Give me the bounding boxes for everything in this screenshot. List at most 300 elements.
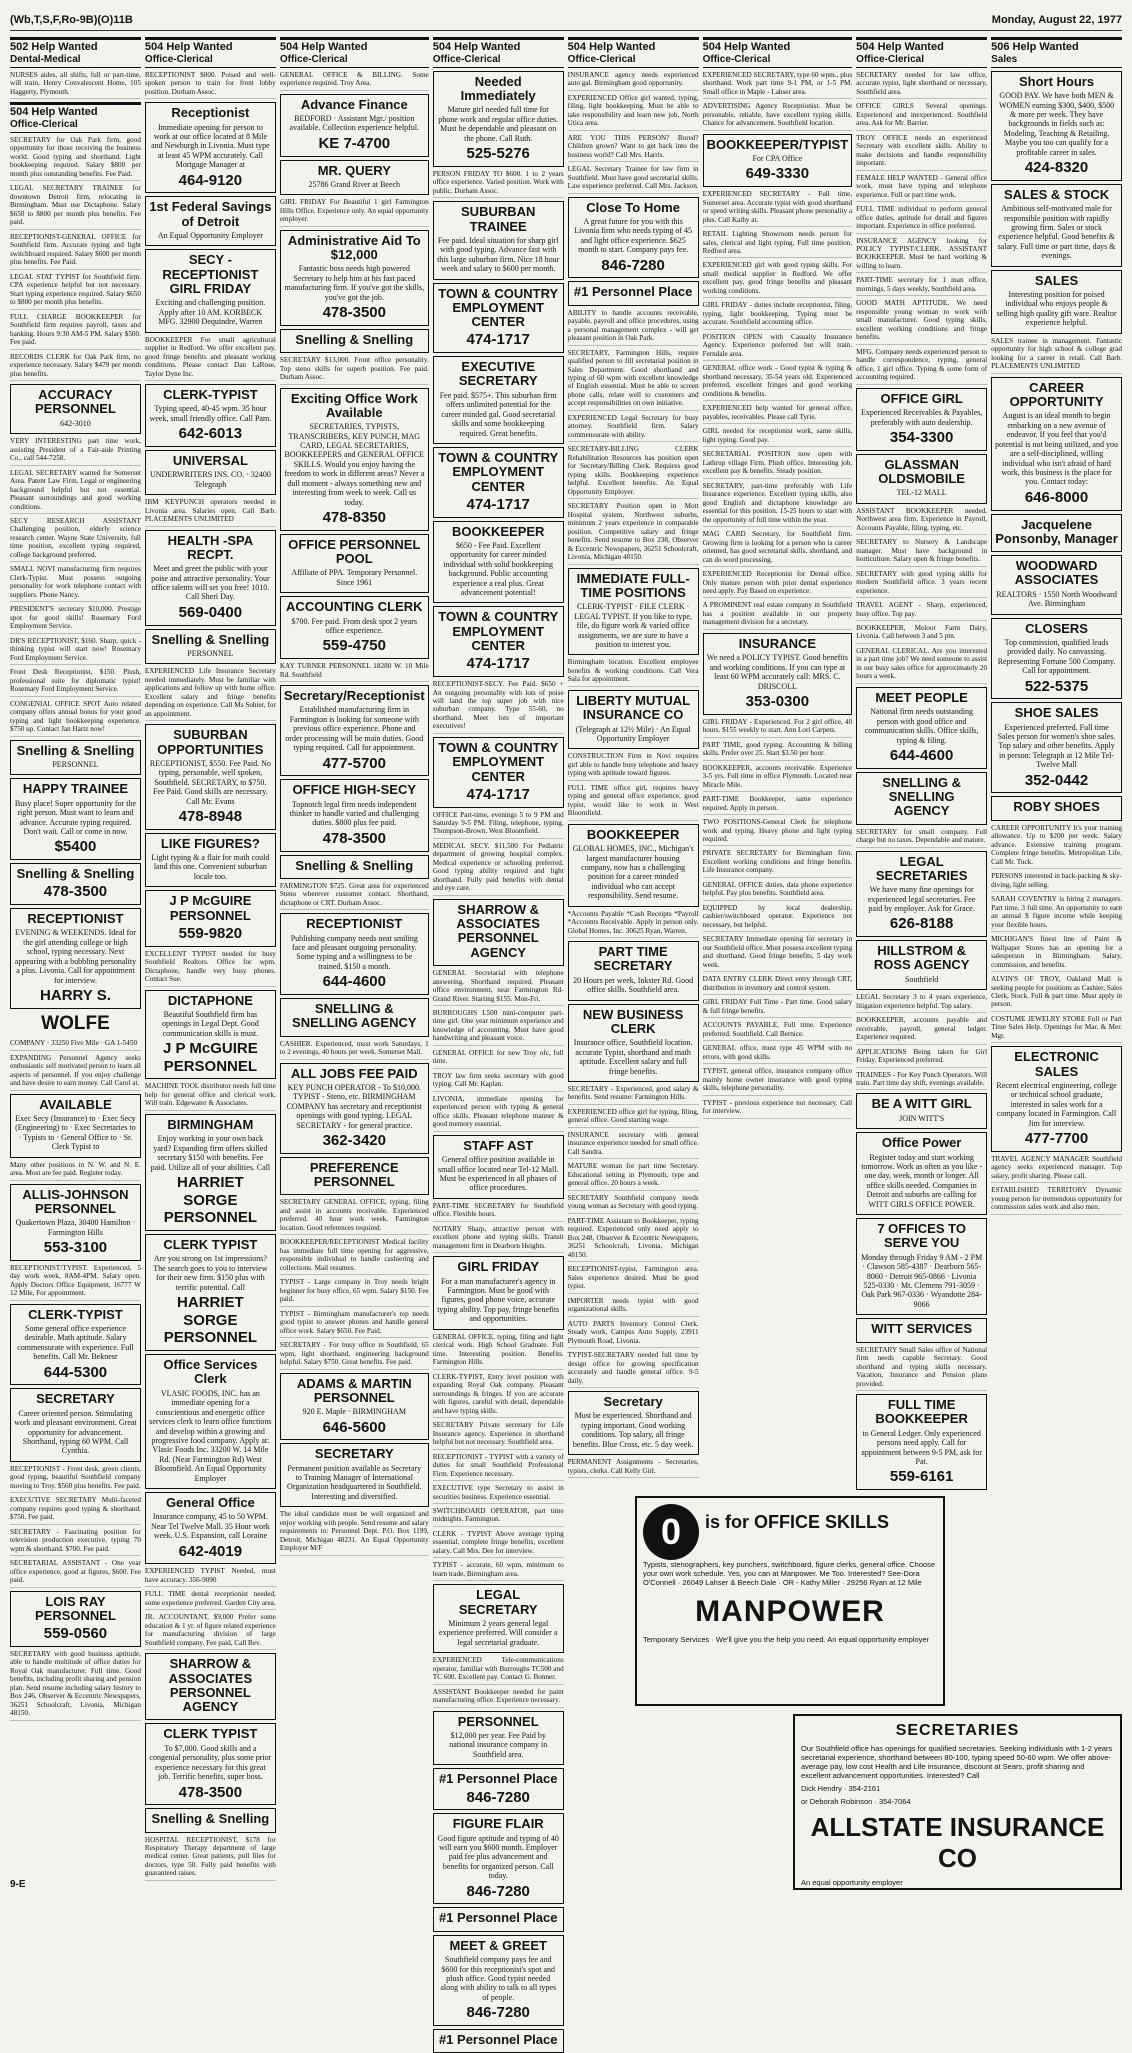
classified-listing: ARE YOU THIS PERSON? Bored? Children grown? Want to get back into the business world? Call Mrs. Harris. <box>568 134 699 162</box>
ad-headline: GLASSMAN OLDSMOBILE <box>878 456 965 486</box>
display-ad <box>433 447 564 518</box>
classified-listing: EXPERIENCED Life Insurance Secretary needed immediately. Must be familiar with applications and follow up with home office. Excellent salary and fringe benefits depending on experience. Call Ms Sohier, for an appointment. <box>145 667 276 721</box>
ad-phone: 644-4600 <box>322 973 386 991</box>
ad-body: Busy place! Super opportunity for the right person. Must want to learn and advance. Accurate typing required. Don't wait. Call or come in now. <box>14 798 136 836</box>
section-header <box>10 37 141 68</box>
ad-body: Minimum 2 years general legal experience preferred. Will consider a legal secretarial graduate. <box>439 1618 558 1647</box>
ad-headline: Advance Finance <box>300 96 408 112</box>
ad-phone: 474-1717 <box>466 495 530 513</box>
classified-listing: ACCOUNTS PAYABLE, Full time. Experience preferred. Southfield. Call Bernice. <box>703 1021 853 1041</box>
ad-phone: 525-5276 <box>466 145 530 163</box>
classified-listing: PART-TIME secretary for 1 man office, mornings, 5 days weekly, Southfield area. <box>856 276 987 296</box>
display-ad <box>568 197 699 279</box>
ad-headline: #1 Personnel Place <box>573 284 693 300</box>
ad-body: Southfield <box>904 974 939 984</box>
classified-listing: Front Desk Receptionist, $150. Plush, professional suite for diplomatic typist! Rosemary Ford Employment Service. <box>10 668 141 696</box>
classified-listing: BOOKKEEPER For small agricultural supplier in Redford. We offer excellent pay, good fringe benefits and pleasant working conditions. Please contact Dan LaRose, Taylor Dyne Inc. <box>145 336 276 381</box>
manpower-logo: MANPOWER <box>695 1595 885 1628</box>
ad-headline: #1 Personnel Place <box>438 1910 558 1926</box>
masthead-date: Monday, August 22, 1977 <box>991 14 1122 26</box>
classified-listing: SECRETARY Position open in Mott Hospital system, Northwest suburbs, minimum 2 years experience in comparable position. Competitive salary and fringe benefits. Send resume to Box 238, Observer & Eccentric Newspapers, 36251 Schoolcraft, Livonia, Michigan 48150. <box>568 502 699 564</box>
classified-listing: GIRL FRIDAY - duties include receptionist, filing, typing, light bookkeeping. Typing must be accurate. Southfield accounting office. <box>703 301 853 329</box>
ad-headline: WITT SERVICES <box>871 1321 973 1337</box>
manpower-circle-letter: 0 <box>643 1504 699 1560</box>
display-ad <box>280 534 429 593</box>
display-ad <box>280 160 429 196</box>
ad-headline: HAPPY TRAINEE <box>22 781 129 797</box>
classified-listing: BURROUGHS L500 mini-computer part-time girl. One year minimum experience and knowledge of accounting. Must have good handwriting and pleasant voice. <box>433 1009 564 1046</box>
allstate-logo: ALLSTATE INSURANCE CO <box>810 1812 1105 1873</box>
display-ad <box>433 1711 564 1766</box>
classified-listing: SECRETARY to Nursery & Landscape manager. Must have background in horticulture. Salary open & fringe benefits. <box>856 538 987 566</box>
classified-listing: CAREER OPPORTUNITY It's your training allowance. Up to $200 per week. Salary advance. Extensive training program. Complete fringe benefits. Metropolitan Life, Call Mr. Tuck. <box>991 824 1122 869</box>
display-ad <box>433 1135 564 1199</box>
display-ad <box>856 940 987 990</box>
classified-listing: GENERAL office work - Good typist & typing & shorthand necessary, 35-54 years old. Experienced preferred, excellent fringes and good working conditions & benefits. <box>703 364 853 401</box>
ad-headline: SHOE SALES <box>1014 705 1099 721</box>
display-ad <box>10 384 141 434</box>
ad-headline: UNIVERSAL <box>172 452 248 468</box>
ad-headline: PART TIME SECRETARY <box>593 944 673 974</box>
ad-body: to General Ledger. Only experienced persons need apply. Call for appointment between 9-5 PM, ask for Pat. <box>861 1428 983 1466</box>
ad-headline: STAFF AST <box>463 1137 534 1153</box>
display-ad <box>145 530 276 626</box>
classified-listing: SECRETARY Small Sales office of National firm needs capable Secretary. Good shorthand and typing skills necessary. Vacation, Insurance and Pension plans provided. <box>856 1346 987 1391</box>
ad-headline: Exciting Office Work Available <box>290 390 418 420</box>
ad-phone: 477-5700 <box>322 754 386 772</box>
display-ad <box>568 1391 699 1455</box>
classified-listing: RECEPTIONIST/TYPIST. Experienced, 5 day work week, 8AM-4PM. Salary open. Apply Doctors Office Equipment, 16777 W 12 Mile, For appointment. <box>10 1264 141 1301</box>
manpower-text: Typists, stenographers, key punchers, switchboard, figure clerks, general office. Choose your own work schedule. Yes, you can at Manpower. Me Too. Interested? See-Dora O'Connell · 26049 Lahser & Beech Dale · OR - Kathy Miller · 29256 Ryan at 12 Mile <box>643 1560 936 1587</box>
section-number: 504 Help Wanted <box>567 41 656 53</box>
display-ad <box>433 1907 564 1931</box>
display-ad <box>145 833 276 888</box>
ad-body: CLERK-TYPIST · FILE CLERK · LEGAL TYPIST. If you like to type, file, do figure work & varied office assignments, we are sure to have a position to interest you. <box>574 602 692 650</box>
classified-listing: TWO POSITIONS-General Clerk for telephone work and typing. Heavy phone and light typing required. <box>703 818 853 846</box>
classified-listing: ASSISTANT Bookkeeper needed for paint manufacturing office. Experience necessary. <box>433 1688 564 1708</box>
ad-phone: 646-5600 <box>322 1418 386 1436</box>
ad-phone: 644-4600 <box>889 746 954 764</box>
ad-body: Monday through Friday 9 AM - 2 PM · Clawson 585-4387 · Dearborn 565-8060 · Detroit 965-0866 · Livonia 525-0330 · Mt. Clemens 791-3059 · Oak Park 967-0336 · Wyandotte 284-9066 <box>861 1252 983 1309</box>
classified-listing: TROY law firm seeks secretary with good typing. Call Mr. Kaplan. <box>433 1072 564 1092</box>
ad-headline: Jacquelene Ponsonby, Manager <box>995 516 1118 546</box>
classified-listing: SECRETARY for Oak Park firm, good opportunity for those receiving the business world. Good typing and shorthand. Light bookkeeping required. Salary $800 per month plus outstanding benefits. Fee Paid. <box>10 136 141 181</box>
section-title: Office-Clerical <box>856 53 924 65</box>
classified-listing: CONGENIAL OFFICE SPOT Auto related company offers annual bonus for your good typing and light bookkeeping experience. $750 up. Contact Jan Hartz now! <box>10 700 141 737</box>
ad-body: August is an ideal month to begin embarking on a new avenue of endeavor. If you feel that you'd potential is not being utilized, and you are a self-disciplined, willing individual who isn't afraid of hard work, this business is the place for you. Contact today: <box>995 411 1118 487</box>
display-ad <box>433 899 564 966</box>
ad-body: 920 E. Maple · BIRMINGHAM <box>302 1407 406 1417</box>
display-ad <box>280 94 429 157</box>
ad-body: Beautiful Southfield firm has openings in Legal Dept. Good communication skills is must. <box>162 1009 259 1038</box>
classified-listing: FULL TIME dental receptionist needed, some experience preferred. Garden City area. <box>145 1590 276 1610</box>
classified-listing: SECRETARY, Farmington Hills, require qualified person to fill secretarial position in Sales Department. Good shorthand and typing of 60 wpm with excellent knowledge of English essential. Must be able to screen phone calls, relate well to customers and accept responsibilities on own initiative. <box>568 349 699 411</box>
display-ad <box>280 913 429 995</box>
ad-headline: EXECUTIVE SECRETARY <box>458 359 538 389</box>
ad-phone: KE 7-4700 <box>318 134 391 152</box>
classified-listing: CASHIER. Experienced, must work Saturdays, 1 to 2 evenings, 40 hours per week. Somerset Mall. <box>280 1040 429 1060</box>
classified-listing: EXPERIENCED office girl for typing, filing, general office. Good starting wage. <box>568 1108 699 1128</box>
ad-headline: TOWN & COUNTRY EMPLOYMENT CENTER <box>438 739 559 784</box>
ad-phone: 846-7280 <box>601 256 665 274</box>
ad-phone: 464-9120 <box>178 171 243 189</box>
classified-listing: IMPORTER needs typist with good organizational skills. <box>568 1297 699 1317</box>
ad-headline: Office Power <box>881 1135 962 1151</box>
ad-headline: 7 OFFICES TO SERVE YOU <box>877 1221 966 1251</box>
ad-headline: MR. QUERY <box>317 162 391 178</box>
ad-phone: 478-8350 <box>322 509 386 527</box>
display-ad <box>991 71 1122 181</box>
masthead <box>10 10 1122 31</box>
ad-headline: Snelling & Snelling <box>295 857 414 873</box>
column <box>280 35 429 1861</box>
ad-headline: LIBERTY MUTUAL INSURANCE CO <box>576 692 691 723</box>
classified-listing: GOOD MATH APTITUDE, We need responsible young woman to work with small manufacturer. Good typing skills, excellent working conditions and fringe benefits. <box>856 299 987 344</box>
ad-phone: 846-7280 <box>466 1788 530 1806</box>
ad-body: National firm needs outstanding person with good office and communication skills. Office skills, typing & filing. <box>864 707 979 745</box>
classified-listing: TRAVEL AGENT - Sharp, experienced, busy office. Top pay. <box>856 601 987 621</box>
ad-headline: LEGAL SECRETARY <box>458 1587 538 1617</box>
ad-body: Exciting and challenging position. Apply after 10 AM. KORBECK MFG. 32900 Dequindre, Warren <box>155 298 266 327</box>
section-title: Office-Clerical <box>279 53 348 65</box>
display-ad <box>280 779 429 851</box>
ad-headline: NEW BUSINESS CLERK <box>582 1006 684 1036</box>
classified-listing: DATA ENTRY CLERK Direct entry through CRT, distribution in inventory and control system. <box>703 975 853 995</box>
ad-headline: BOOKKEEPER/TYPIST <box>706 136 849 152</box>
display-ad <box>10 908 141 1009</box>
allstate-contact-1: Dick Hendry · 354-2161 <box>801 1784 881 1793</box>
classified-listing: IBM KEYPUNCH operators needed in Livonia area. Salaries open. Call Barb. PLACEMENTS UNLIMITED <box>145 498 276 526</box>
ad-phone: 362-3420 <box>322 1132 386 1150</box>
classified-listing: SECRETARY Immediate opening for secretary in our Southfield office. Must possess excellent typing and shorthand. Good fringe benefits, 5 day work week. <box>703 935 853 972</box>
classified-listing: INSURANCE secretary with general insurance experience needed for small office. Call Sandra. <box>568 1131 699 1159</box>
classified-listing: SECRETARY - For busy office in Southfield, 65 wpm, light shorthand, engineering background helpful. Salary $750. Great benefits. Fee paid. <box>280 1341 429 1369</box>
classified-listing: SECY RESEARCH ASSISTANT Challenging position, elderly science research center. Wayne State University, full time position, excellent typing required, college background preferred. <box>10 517 141 562</box>
display-ad <box>10 1388 141 1461</box>
classified-listing: SECRETARY Southfield company needs young woman as Secretary with good typing. <box>568 1194 699 1214</box>
ad-phone: 522-5375 <box>1024 677 1089 695</box>
classified-listing: EXCELLENT TYPIST needed for busy Southfield Realtors. Office for wpm. Dictaphone, handle very busy phones. Contact Sue. <box>145 950 276 987</box>
display-ad <box>856 1218 987 1315</box>
classified-listing: EXECUTIVE type Secretary to assist in securities business. Experience essential. <box>433 1484 564 1504</box>
classified-listing: EXECUTIVE SECRETARY Multi-faceted company requires good typing & shorthand. $750. Fee paid. <box>10 1496 141 1524</box>
display-ad <box>280 388 429 531</box>
ad-headline: Snelling & Snelling <box>151 631 270 647</box>
classified-listing: The ideal candidate must be well organized and enjoy working with people. Send resume and salary requirements to: Personnel Dept. P.O. Box 1199, Detroit, Michigan 48231. An Equal Opportunity Employer M/F <box>280 1510 429 1555</box>
classified-listing: SMALL NOVI manufacturing firm requires Clerk-Typist. Must possess outgoing personality for work telephone contact with suppliers. Phone Nancy. <box>10 565 141 602</box>
ad-headline: SNELLING & SNELLING AGENCY <box>882 774 961 819</box>
ad-body: UNDERWRITERS INS. CO. · 32400 Telegraph <box>149 470 271 489</box>
ad-body: VLASIC FOODS, INC. has an immediate opening for a conscientious and energetic office services clerk to learn office functions and develop within a growing and progressive food company. Apply at: Vlasic Foods Inc. 33200 W. 14 Mile Rd. (Near Farmington Rd) West Bloomfield. An Equal Opportunity Employer <box>149 1388 272 1483</box>
ad-phone: 352-0442 <box>1024 771 1089 789</box>
ad-headline: BIRMINGHAM <box>167 1116 254 1132</box>
classified-listing: AUTO PARTS Inventory Control Clerk. Steady work, Campus Auto Supply, 23911 Plymouth Road, Livonia. <box>568 1320 699 1348</box>
ad-phone: 474-1717 <box>466 785 530 803</box>
classified-listing: EXPERIENCED help wanted for general office, payables, receivables. Please call Tyrie. <box>703 404 853 424</box>
ad-headline: LIKE FIGURES? <box>160 835 260 851</box>
section-number: 504 Help Wanted <box>702 41 791 53</box>
classified-listing: NURSES aides, all shifts, full or part-time, will train, Henry Convalescent Home, 105 Haggerty, Plymouth. <box>10 71 141 99</box>
section-title: Dental-Medical <box>10 53 81 65</box>
display-ad <box>433 71 564 167</box>
section-header <box>568 37 699 68</box>
ad-body: JOIN WITT'S <box>899 1113 945 1123</box>
ad-headline: CLERK-TYPIST <box>28 1306 123 1322</box>
ad-headline: ACCURACY PERSONNEL <box>35 387 116 417</box>
display-ad <box>145 890 276 946</box>
display-ad <box>280 685 429 776</box>
classified-listing: PART-TIME SECRETARY for Southfield office. Flexible hours. <box>433 1202 564 1222</box>
display-ad <box>10 1184 141 1261</box>
display-ad <box>433 1768 564 1810</box>
ad-body: BEDFORD · Assistant Mgr./ position available. Collection experience helpful. <box>289 114 420 133</box>
classified-listing: RECEPTIONIST-SECY. Fee Paid. $650 + An outgoing personality with lots of poise will land the top super job with nice suburban company. Type 55-60, no shorthand. Meet lots of important executives! <box>433 680 564 734</box>
ad-body: PERSONNEL <box>52 759 99 769</box>
classified-listing: PRIVATE SECRETARY for Birmingham firm. Excellent working conditions and fringe benefits. Life Insurance company. <box>703 849 853 877</box>
ad-headline: Secretary/Receptionist <box>283 688 425 704</box>
classified-listing: LEGAL SECRETARY wanted for Somerset Area. Patent Law Firm. Legal or engineering background helpful but not essential. Pleasant surroundings and good working conditions. <box>10 469 141 514</box>
classified-listing: EXPERIENCED girl with good typing skills. For small medical supplier in Redford. We offer excellent pay, good fringe benefits and pleasant working conditions. <box>703 261 853 298</box>
classified-listing: SALES trainee in management. Fantastic opportunity for high school & college grad looking for a career in retail. Call Barb. PLACEMENTS UNLIMITED <box>991 337 1122 374</box>
display-ad <box>433 1935 564 2026</box>
classified-listing: APPLICATIONS Being taken for Girl Friday. Experienced preferred. <box>856 1048 987 1068</box>
display-ad <box>991 1046 1122 1151</box>
display-ad <box>145 1492 276 1564</box>
classified-listing: KAY TURNER PERSONNEL 18280 W. 10 Mile Rd. Southfield <box>280 662 429 682</box>
page-footer-number: 9-E <box>10 1879 26 1890</box>
classified-listing: SECRETARY $13,000. Front office personality. Top steno skills for superb position. Fee paid. Durham Assoc. <box>280 356 429 384</box>
classified-listing: TYPIST - Birmingham manufacturer's rep needs good typist to answer phones and handle general office work. Salary $650. Fee Paid. <box>280 1310 429 1338</box>
section-header <box>145 37 276 68</box>
ad-body: Good figure aptitude and typing of 40 will earn you $600 month. Employer paid fee plus advancement and benefits for organized person. Call today. <box>437 1833 559 1881</box>
classified-listing: MFG. Company needs experienced person to handle correspondence, typing, general office, 1 girl office. Typing & some form of accounting required. <box>856 348 987 385</box>
display-ad <box>280 1063 429 1154</box>
display-ad <box>145 629 276 665</box>
section-number: 504 Help Wanted <box>432 41 521 53</box>
ad-headline: SHARROW & ASSOCIATES PERSONNEL AGENCY <box>168 1656 253 1715</box>
ad-headline: GIRL FRIDAY <box>457 1259 540 1275</box>
ad-body: Quakertown Plaza, 30400 Hamilton · Farmington Hills <box>15 1218 136 1237</box>
display-ad <box>10 863 141 905</box>
classified-page <box>10 10 1123 2047</box>
allstate-contact-2: or Deborah Robinson · 354-7064 <box>801 1797 911 1806</box>
classified-listing: ASSISTANT BOOKKEEPER needed. Northwest area firm. Experience in Payroll, Accounts Payable, filing, typing, etc. <box>856 507 987 535</box>
ad-phone: 478-3500 <box>178 1783 243 1801</box>
ad-phone: HARRIET SORGE PERSONNEL <box>163 1294 258 1347</box>
classified-listing: SECRETARIAL POSITION now open with Lathrup village Firm. Plush office. Interesting job, excellent pay & benefits. Steady position. <box>703 450 853 478</box>
display-ad <box>856 772 987 825</box>
classified-listing: BOOKKEEPER/RECEPTIONIST Medical facility has immediate full time opening for aggressive, responsible individual to handle cashiering and collections. Mail resumes. <box>280 1238 429 1275</box>
classified-listing: TYPIST - Large company in Troy needs bright beginner for busy office, 65 wpm. Salary $150. Fee paid. <box>280 1278 429 1306</box>
classified-listing: GENERAL office, must type 45 WPM with no errors, with good skills. <box>703 1044 853 1064</box>
classified-listing: MICHIGAN'S finest line of Paint & Wallpaper Stores has an opening for a salesperson in Birmingham. Salary, commission, and benefits. <box>991 935 1122 972</box>
display-ad <box>856 1132 987 1215</box>
ad-body: Interesting position for poised individual who enjoys people & selling high quality gift ware. Realtor experience helpful. <box>996 290 1117 328</box>
classified-listing: EXPERIENCED SECRETARY, type 60 wpm., plus shorthand. Work part time 9-1 PM, or 1-5 PM. Small office in Maple - Lahser area. <box>703 71 853 99</box>
classified-listing: FARMINGTON $725. Great area for experienced Steno wherever customer contact. Shorthand, dictaphone or CRT. Durham Assoc. <box>280 882 429 910</box>
display-ad <box>433 606 564 677</box>
ad-body: $700. Fee paid. From desk spot 2 years office experience. <box>291 616 418 635</box>
classified-listing: SWITCHBOARD OPERATOR, part time midnights. Farmington. <box>433 1507 564 1527</box>
ad-body: To $7,000. Good skills and a congenial personality, plus some prior experience necessary for this great job. Terrific benefits, super boss. <box>149 1743 272 1782</box>
classified-listing: COSTUME JEWELRY STORE Full or Part Time Sales Help. Openings for Mar. & Mer. Mgr. <box>991 1015 1122 1043</box>
ad-body: We have many fine openings for experienced legal secretaries. Fee paid by employer. Ask for Grace. <box>867 885 976 913</box>
ad-headline: OFFICE GIRL <box>880 390 963 406</box>
classified-listing: GENERAL OFFICE for new Troy ofc, full time. <box>433 1049 564 1069</box>
classified-listing: HOSPITAL RECEPTIONIST, $178 for Respiratory Therapy department of large medical center. Great patients, pull files for doctors, type 50. Fully paid benefits with guaranteed raises. <box>145 1836 276 1881</box>
display-ad <box>856 1093 987 1129</box>
classified-listing: MATURE woman for part time Secretary. Educational setting in Plymouth, type and general office. 20 hours a week. <box>568 1162 699 1190</box>
ad-phone: 353-0300 <box>745 692 810 710</box>
ad-body: REALTORS · 1550 North Woodward Ave. Birmingham <box>996 589 1117 609</box>
ad-headline: Needed Immediately <box>460 73 536 104</box>
section-title: Office-Clerical <box>567 53 636 65</box>
classified-listing: INSURANCE AGENCY looking for POLICY TYPIST/CLERK. ASSISTANT BOOKKEEPER. Must be hard working & willing to learn. <box>856 237 987 274</box>
display-ad <box>991 514 1122 553</box>
ad-body: $650 - Fee Paid. Excellent opportunity for career minded individual with solid bookkeeping background. Public accounting experience a real plus. Great advancement potential! <box>443 540 553 598</box>
classified-listing: SECRETARY - Fascinating position for television production executive, typing 70 wpm & shorthand. $700. Fee paid. <box>10 1528 141 1556</box>
section-header <box>280 37 429 68</box>
display-ad <box>145 1723 276 1805</box>
ad-headline: #1 Personnel Place <box>438 2031 558 2047</box>
ad-phone: 649-3330 <box>745 165 810 183</box>
ad-headline: RECEPTIONIST <box>306 916 403 932</box>
display-ad <box>145 102 276 193</box>
ad-phone: 559-9820 <box>178 924 243 942</box>
ad-headline: General Office <box>165 1495 255 1511</box>
column <box>991 35 1122 1861</box>
classified-listing: SECRETARY GENERAL OFFICE, typing, filing and assist in accounts receivable. Experienced preferred. 40 hour work week. Farmington location. Good references required. <box>280 1198 429 1235</box>
display-ad <box>280 329 429 353</box>
display-ad <box>145 1653 276 1720</box>
ad-headline: MEET PEOPLE <box>875 689 968 705</box>
ad-body: (Telegraph at 12½ Mile) · An Equal Opportunity Employer <box>575 724 691 743</box>
ad-body: Mature girl needed full time for phone work and regular office duties. Must be dependable and pleasant on the phone. Call Ruth. <box>438 105 559 143</box>
display-ad <box>145 990 276 1080</box>
classified-listing: INSURANCE agency needs experienced auto gal. Birmingham good opportunity. <box>568 71 699 91</box>
ad-body: Career oriented person. Stimulating work and pleasant environment. Great opportunity for advancement. Shorthand, typing 60 WPM. Call Cynthia. <box>14 1408 137 1456</box>
column <box>432 35 564 2047</box>
section-header <box>703 37 853 68</box>
ad-body: 642-3010 <box>60 418 91 428</box>
classified-listing: SECRETARY Private secretary for Life Insurance agency. Experience in shorthand helpful but not necessary. Southfield area. <box>433 1421 564 1449</box>
display-ad <box>145 384 276 447</box>
ad-body: An Equal Opportunity Employer <box>157 230 263 240</box>
ad-body: Publishing company needs neat smiling face and pleasant outgoing personality. Some typing and a willingness to be trained. $150 a month. <box>290 933 418 971</box>
ad-body: A great future for you with this Livonia firm who needs typing of 45 and light office experience. $625 month to start. Company pays fee. <box>574 216 693 255</box>
ad-phone: HARRIET SORGE PERSONNEL <box>163 1173 258 1227</box>
display-ad <box>145 1354 276 1489</box>
classified-listing: SECRETARIAL ASSISTANT - One year office experience, good at figures, $600. Fee paid. <box>10 1559 141 1587</box>
ad-body: 20 Hours per week, Inkster Rd. Good office skills. Southfield area. <box>573 975 694 995</box>
ad-phone: 559-4750 <box>322 637 386 655</box>
ad-headline: SUBURBAN OPPORTUNITIES <box>157 727 264 757</box>
ad-headline: SECRETARY <box>36 1391 115 1407</box>
display-ad <box>991 796 1122 820</box>
display-ad <box>280 998 429 1037</box>
display-ad <box>433 1584 564 1653</box>
display-ad <box>856 1394 987 1490</box>
ad-headline: OFFICE PERSONNEL POOL <box>288 536 421 567</box>
ad-body: Affiliate of PPA. Temporary Personnel. Since 1961 <box>291 568 418 587</box>
ad-phone: 642-4019 <box>178 1542 243 1560</box>
classified-listing: POSITION OPEN with Casualty Insurance Agency. Experience preferred but will train. Ferndale area. <box>703 333 853 361</box>
manpower-sub: Temporary Services · We'll give you the help you need. An equal opportunity employer <box>643 1635 930 1644</box>
ad-headline: Close To Home <box>586 199 680 215</box>
ad-phone: 478-3500 <box>322 304 386 322</box>
classified-listing: ABILITY to handle accounts receivable, payable, payroll and office procedures, using a personal management complex - will get pleasant position in Oak Park. <box>568 309 699 346</box>
display-ad <box>145 1114 276 1231</box>
classified-listing: DR'S RECEPTIONIST, $160. Sharp, quick - thinking typist will start now! Rosemary Ford Employment Service. <box>10 637 141 665</box>
ad-body: Some general office experience desirable. Math aptitude. Salary commensurate with experience. Full benefits. Call Mr. Beknesr <box>17 1323 134 1362</box>
classified-listing: LEGAL STAT TYPIST for Southfield firm. CPA experience helpful but not necessary. Start typing experience required. Salary $650 to $800 per month plus benefits. <box>10 273 141 310</box>
display-ad <box>991 702 1122 793</box>
section-title: Office-Clerical <box>432 53 501 65</box>
ad-phone: 478-3500 <box>43 883 108 901</box>
classified-listing: PART-TIME Assistant to Bookkeeper, typing required. Experienced only need apply to Box 248, Observer & Eccentric Newspapers, 36251 Schoolcraft, Livonia, Michigan 48150. <box>568 1217 699 1262</box>
ad-phone: 474-1717 <box>466 655 530 673</box>
ad-headline: SECRETARY <box>314 1446 394 1462</box>
ad-body: Fee paid. Ideal situation for sharp girl with good typing. Advance fast with this large suburban firm. Nice 18 hour week and salary to $600 per month. <box>437 235 560 274</box>
display-ad <box>145 724 276 829</box>
display-ad <box>10 1591 141 1647</box>
classified-listing: EXPERIENCED Receptionist for Dental office. Only mature person with prior dental experience need apply. Pay Based on experience. <box>703 570 853 598</box>
classified-listing: CLERK-TYPIST, Entry level position with expanding Royal Oak company. Pleasant surroundings & fringes. If you are accurate with figures, careful with detail, dependable and have typing skills. <box>433 1373 564 1418</box>
ad-body: $12,000 per year. Fee Paid by national insurance company in Southfield area. <box>449 1731 548 1759</box>
ad-phone: 644-5300 <box>43 1363 108 1381</box>
classified-listing: ADVERTISING Agency Receptionist. Must be personable, reliable, have excellent typing skills. Chance for advancement. Southfield location. <box>703 102 853 130</box>
display-ad <box>280 1443 429 1507</box>
display-ad <box>433 2029 564 2053</box>
manpower-title: is for OFFICE SKILLS <box>705 1512 890 1532</box>
classified-listing: GIRL FRIDAY Full Time - Part time. Good salary & full fringe benefits. <box>703 998 853 1018</box>
ad-headline: Administrative Aid To $12,000 <box>287 232 421 263</box>
classified-listing: GENERAL OFFICE, typing, filing and light clerical work. High School Graduate. Full time. Interesting position. Benefits. Farmington Hills. <box>433 1333 564 1370</box>
ad-headline: CLERK TYPIST <box>163 1237 258 1253</box>
section-number: 504 Help Wanted <box>10 106 98 119</box>
classified-listing: SECRETARY, part-time preferably with Life Insurance experience. Excellent typing skills, also good English and dictaphone knowledge are essential for this position. 15-25 hours to start with the opportunity of full time within the year. <box>703 482 853 527</box>
classified-listing: PERSON FRIDAY TO $600. 1 to 2 years office experience. Varied position. Work with public. Durham Assoc. <box>433 170 564 198</box>
display-ad <box>991 270 1122 334</box>
display-ad <box>433 1256 564 1329</box>
ad-body: Ambitious self-motivated male for responsible position with rapidly growing firm. Sales or stock experience helpful. Good benefits & salary. Full time or part time, days & evenings. <box>997 204 1116 261</box>
classified-listing: FULL CHARGE BOOKKEEPER for Southfield firm requires payroll, taxes and banking. Hours 9:30 AM-5 PM. Salary $500. Fee paid. <box>10 313 141 350</box>
classified-listing: TYPIST - accurate, 60 wpm, minimum to learn trade, Birmingham area. <box>433 1561 564 1581</box>
display-ad <box>568 281 699 305</box>
ad-body: General office position available in small office located near Tel-12 Mall. Must be experienced in all phases of office procedures. <box>437 1155 559 1193</box>
display-ad <box>10 1094 141 1158</box>
ad-body: Enjoy working in your own back yard? Expanding firm offers skilled secretary $150 with benefits. Fee paid. Utilize all of your abilities. Call <box>150 1134 271 1172</box>
classified-listing: SECRETARY with good typing skills for modern Southfield office. 3 years recent experience. <box>856 570 987 598</box>
ad-phone: 559-0560 <box>43 1625 108 1643</box>
display-ad <box>991 377 1122 511</box>
classified-listing: Many other positions in N. W. and N. E. area. Most are fee paid. Register today. <box>10 1161 141 1181</box>
ad-body: Recent electrical engineering, college or technical school graduate, interested in sales work for a company located in Farmington. Call Jim for interview. <box>996 1081 1117 1128</box>
classified-listing: EQUIPPED by local dealership, cashier/switchboard operator. Experience not necessary, but helpful. <box>703 904 853 932</box>
ad-phone: 846-7280 <box>466 1882 530 1900</box>
ad-headline: SHARROW & ASSOCIATES PERSONNEL AGENCY <box>456 901 540 960</box>
display-ad <box>433 521 564 604</box>
classified-listing: TYPIST - previous experience not necessary. Call for interview. <box>703 1099 853 1119</box>
classified-listing: RECORDS CLERK for Oak Park firm, no experience necessary. Salary $479 per month plus benefits. <box>10 353 141 381</box>
display-ad <box>991 184 1122 267</box>
ad-headline: Secretary <box>603 1394 663 1410</box>
classified-listing: VERY INTERESTING part time work, assisting President of a Fair-aide Printing Co., call 544-7258. <box>10 437 141 465</box>
classified-listing: MEDICAL SECY. $11,500 For Pediatric department of growing hospital complex. Medical experience or schooling preferred. Good typing ability required and light shorthand. Fully paid benefits with dental and eye care. <box>433 842 564 896</box>
display-ad <box>280 596 429 659</box>
ad-phone: 354-3300 <box>889 428 954 446</box>
classified-listing: EXPERIENCED Tele-communications operator, familiar with Burroughs TC500 and TC 600. Excellent pay. Contact G. Bonner. <box>433 1656 564 1684</box>
